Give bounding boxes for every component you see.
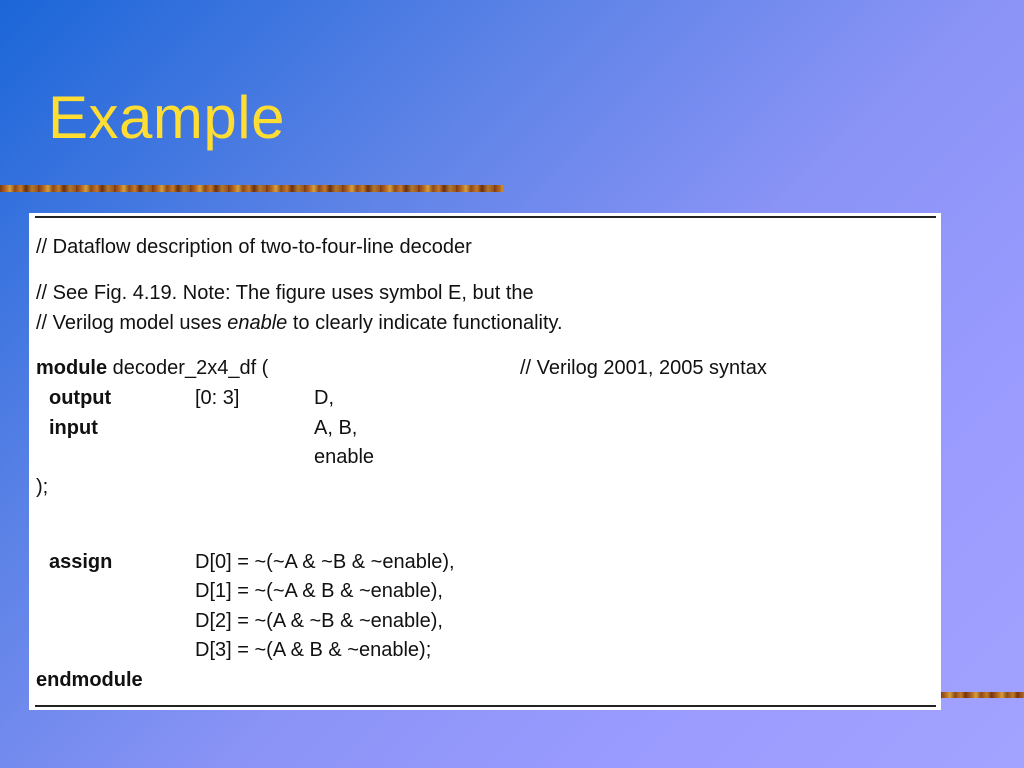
code-comment-line-3 — [36, 311, 563, 335]
input-keyword: input — [49, 417, 98, 439]
comment-text: // Verilog model uses — [36, 312, 228, 334]
endmodule-keyword: endmodule — [36, 669, 143, 691]
assign-line: D[2] = ~(A & ~B & ~enable), — [195, 610, 443, 632]
comment-text: to clearly indicate functionality. — [287, 312, 563, 334]
module-keyword: module — [36, 357, 108, 379]
comment-emphasis: enable — [227, 312, 288, 334]
module-name: decoder_2x4_df ( — [107, 357, 269, 379]
output-range: [0: 3] — [195, 387, 240, 409]
module-declaration — [36, 356, 268, 380]
code-comment-line-2: // See Fig. 4.19. Note: The figure uses symbol E, but the — [36, 282, 534, 304]
code-comment-line-1: // Dataflow description of two-to-four-line decoder — [36, 236, 472, 258]
port-list-close: ); — [36, 476, 49, 498]
assign-line: D[3] = ~(A & B & ~enable); — [195, 639, 432, 661]
input-enable-port: enable — [314, 446, 375, 468]
code-bottom-rule — [35, 705, 936, 707]
assign-line: D[0] = ~(~A & ~B & ~enable), — [195, 551, 455, 573]
title-divider — [0, 185, 503, 192]
assign-line: D[1] = ~(~A & B & ~enable), — [195, 580, 443, 602]
code-listing — [29, 213, 941, 710]
module-syntax-comment: // Verilog 2001, 2005 syntax — [520, 357, 767, 379]
output-keyword: output — [49, 387, 112, 409]
output-port: D, — [314, 387, 334, 409]
slide-title: Example — [48, 84, 285, 151]
code-top-rule — [35, 216, 936, 218]
side-divider — [940, 692, 1024, 698]
assign-keyword: assign — [49, 551, 113, 573]
input-ports: A, B, — [314, 417, 358, 439]
